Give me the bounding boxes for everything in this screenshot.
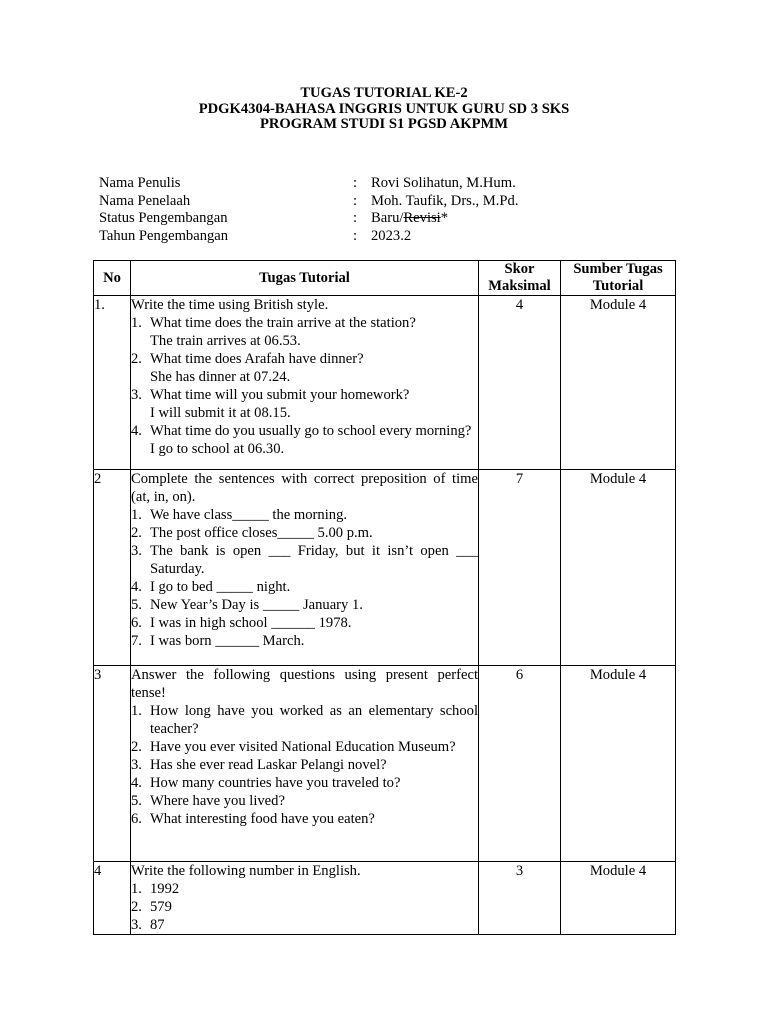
item-question: We have class_____ the morning. xyxy=(150,507,348,523)
info-label: Nama Penulis xyxy=(99,175,181,191)
info-colon: : xyxy=(353,227,358,244)
list-item xyxy=(131,916,478,934)
list-item xyxy=(131,386,478,404)
tasks-table xyxy=(93,260,676,935)
item-answer: She has dinner at 07.24. xyxy=(150,369,291,385)
item-number: 4. xyxy=(131,775,142,791)
info-colon: : xyxy=(353,192,358,209)
number-value: 87 xyxy=(150,917,165,933)
header-skor-line1: Skor xyxy=(504,261,535,277)
list-item xyxy=(131,880,478,898)
item-question: I was born ______ March. xyxy=(150,633,305,649)
row-number: 1. xyxy=(94,296,131,470)
list-item xyxy=(131,614,478,632)
task-cell xyxy=(131,862,479,935)
item-number: 4. xyxy=(131,423,142,439)
list-item xyxy=(131,792,478,810)
info-label: Tahun Pengembangan xyxy=(99,227,229,244)
status-baru: Baru/ xyxy=(371,210,404,227)
item-question: I was in high school ______ 1978. xyxy=(150,615,352,631)
item-number: 6. xyxy=(131,615,142,631)
item-question: How long have you worked as an elementary school teacher? xyxy=(150,703,478,737)
item-question: Have you ever visited National Education Museum? xyxy=(150,739,456,755)
item-number: 1. xyxy=(131,703,142,719)
info-value: 2023.2 xyxy=(371,227,412,244)
list-answer xyxy=(131,332,478,350)
item-number: 6. xyxy=(131,811,142,827)
header-sumber-line2: Tutorial xyxy=(592,278,644,294)
list-item xyxy=(131,314,478,332)
item-question: What time does the train arrive at the station? xyxy=(150,315,416,331)
info-row-penelaah xyxy=(99,193,659,211)
sumber-cell: Module 4 xyxy=(561,470,676,666)
list-item xyxy=(131,422,478,440)
item-number: 5. xyxy=(131,793,142,809)
table-row xyxy=(94,296,676,470)
status-asterisk: * xyxy=(440,210,449,227)
title-line-2: PDGK4304-BAHASA INGGRIS UNTUK GURU SD 3 SKS xyxy=(198,100,570,117)
item-question: The post office closes_____ 5.00 p.m. xyxy=(150,525,373,541)
item-question: What time does Arafah have dinner? xyxy=(150,351,364,367)
item-question: Where have you lived? xyxy=(150,793,285,809)
task-cell xyxy=(131,666,479,862)
title-line-3: PROGRAM STUDI S1 PGSD AKPMM xyxy=(259,116,509,132)
list-item xyxy=(131,578,478,596)
table-row xyxy=(94,470,676,666)
sumber-cell: Module 4 xyxy=(561,296,676,470)
list-item xyxy=(131,542,478,578)
item-question: What time will you submit your homework? xyxy=(150,387,410,403)
task-item-list xyxy=(131,506,478,650)
list-answer xyxy=(131,440,478,458)
item-number: 3. xyxy=(131,917,142,933)
item-number: 2. xyxy=(131,351,142,367)
header-skor-line2: Maksimal xyxy=(488,278,551,294)
skor-cell: 6 xyxy=(479,666,561,862)
task-item-list xyxy=(131,314,478,458)
list-item xyxy=(131,524,478,542)
list-item xyxy=(131,596,478,614)
item-question: Has she ever read Laskar Pelangi novel? xyxy=(150,757,387,773)
table-header-row xyxy=(94,261,676,296)
item-number: 2. xyxy=(131,899,142,915)
info-value: Moh. Taufik, Drs., M.Pd. xyxy=(371,192,519,209)
task-intro: Complete the sentences with correct preposition of time (at, in, on). xyxy=(131,471,478,505)
list-item xyxy=(131,702,478,738)
number-list xyxy=(131,880,478,934)
task-intro: Answer the following questions using present perfect tense! xyxy=(131,667,478,701)
title-line-1: TUGAS TUTORIAL KE-2 xyxy=(300,85,468,101)
list-item xyxy=(131,738,478,756)
item-question: What time do you usually go to school every morning? xyxy=(150,423,472,439)
item-number: 4. xyxy=(131,579,142,595)
info-block xyxy=(99,175,659,245)
info-label: Status Pengembangan xyxy=(99,210,228,227)
item-number: 1. xyxy=(131,507,142,523)
item-number: 3. xyxy=(131,543,142,559)
list-item xyxy=(131,810,478,828)
number-value: 579 xyxy=(150,899,172,915)
item-number: 7. xyxy=(131,633,142,649)
task-intro: Write the following number in English. xyxy=(131,863,361,879)
item-answer: The train arrives at 06.53. xyxy=(150,333,301,349)
item-number: 3. xyxy=(131,387,142,403)
header-no: No xyxy=(94,261,131,296)
list-item xyxy=(131,774,478,792)
item-question: How many countries have you traveled to? xyxy=(150,775,401,791)
skor-cell: 3 xyxy=(479,862,561,935)
row-number: 3 xyxy=(94,666,131,862)
task-intro: Write the time using British style. xyxy=(131,297,329,313)
table-row xyxy=(94,666,676,862)
info-row-penulis xyxy=(99,175,659,193)
item-question: What interesting food have you eaten? xyxy=(150,811,375,827)
task-cell xyxy=(131,470,479,666)
info-colon: : xyxy=(353,210,358,227)
skor-cell: 4 xyxy=(479,296,561,470)
row-number: 2 xyxy=(94,470,131,666)
item-number: 1. xyxy=(131,881,142,897)
header-sumber-line1: Sumber Tugas xyxy=(573,261,663,277)
item-question: The bank is open ___ Friday, but it isn’t open ___ Saturday. xyxy=(150,543,478,577)
item-number: 2. xyxy=(131,525,142,541)
header-skor xyxy=(479,261,561,296)
item-number: 2. xyxy=(131,739,142,755)
item-question: I go to bed _____ night. xyxy=(150,579,291,595)
list-answer xyxy=(131,404,478,422)
info-label: Nama Penelaah xyxy=(99,192,191,209)
list-item xyxy=(131,898,478,916)
task-cell xyxy=(131,296,479,470)
item-answer: I go to school at 06.30. xyxy=(150,441,285,457)
item-answer: I will submit it at 08.15. xyxy=(150,405,291,421)
list-item xyxy=(131,506,478,524)
list-item xyxy=(131,756,478,774)
skor-cell: 7 xyxy=(479,470,561,666)
item-number: 1. xyxy=(131,315,142,331)
list-answer xyxy=(131,368,478,386)
header-sumber xyxy=(561,261,676,296)
info-value: Rovi Solihatun, M.Hum. xyxy=(371,175,516,191)
list-item xyxy=(131,350,478,368)
status-revisi-struck: Revisi xyxy=(403,210,441,227)
sumber-cell: Module 4 xyxy=(561,666,676,862)
sumber-cell: Module 4 xyxy=(561,862,676,935)
info-colon: : xyxy=(353,175,358,191)
info-value xyxy=(371,210,659,228)
table-row xyxy=(94,862,676,935)
item-question: New Year’s Day is _____ January 1. xyxy=(150,597,363,613)
header-task: Tugas Tutorial xyxy=(131,261,479,296)
item-number: 5. xyxy=(131,597,142,613)
row-number: 4 xyxy=(94,862,131,935)
info-row-tahun xyxy=(99,228,659,246)
info-row-status xyxy=(99,210,659,228)
item-number: 3. xyxy=(131,757,142,773)
list-item xyxy=(131,632,478,650)
document-title xyxy=(0,86,768,133)
number-value: 1992 xyxy=(150,881,180,897)
task-item-list xyxy=(131,702,478,828)
